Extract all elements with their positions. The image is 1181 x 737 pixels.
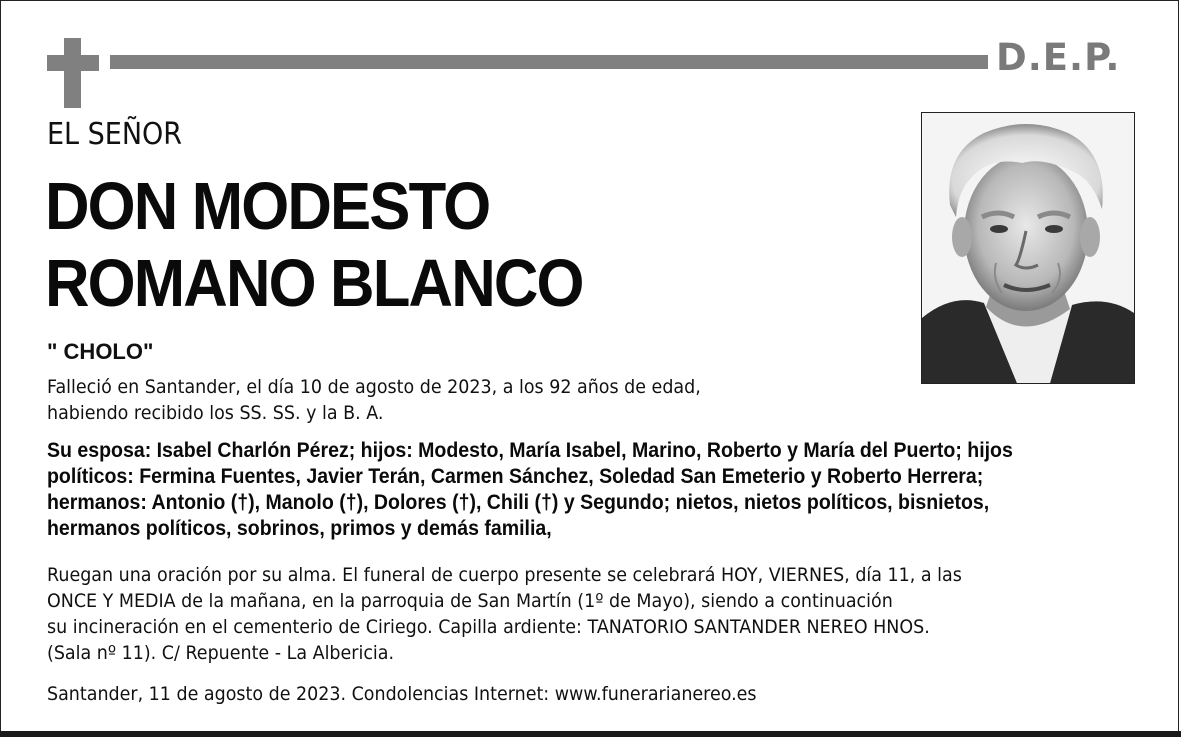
funeral-paragraph [47, 562, 962, 666]
dep-label: D.E.P. [996, 36, 1121, 79]
deceased-name [45, 168, 583, 322]
header-rule [110, 55, 988, 69]
portrait-photo [921, 112, 1135, 384]
family-paragraph [47, 438, 1013, 542]
death-paragraph [47, 374, 701, 426]
name-line-2: ROMANO BLANCO [45, 246, 583, 321]
name-line-1: DON MODESTO [45, 169, 490, 244]
cross-icon [47, 38, 99, 108]
family-line: Su esposa: Isabel Charlón Pérez; hijos: Modesto, María Isabel, Marino, Roberto y María del Puerto; hijos [47, 439, 1013, 462]
funeral-line: Ruegan una oración por su alma. El funeral de cuerpo presente se celebrará HOY, VIERNES, día 11, a las [47, 564, 962, 586]
family-line: políticos: Fermina Fuentes, Javier Terán, Carmen Sánchez, Soledad San Emeterio y Roberto Herrera; [47, 465, 984, 488]
funeral-line: (Sala nº 11). C/ Repuente - La Albericia. [47, 642, 395, 664]
family-line: hermanos: Antonio (†), Manolo (†), Dolores (†), Chili (†) y Segundo; nietos, nietos políticos, bisnietos, [47, 491, 990, 514]
funeral-line: su incineración en el cementerio de Ciriego. Capilla ardiente: TANATORIO SANTANDER NEREO HNOS. [47, 616, 930, 638]
funeral-line: ONCE Y MEDIA de la mañana, en la parroquia de San Martín (1º de Mayo), siendo a continuación [47, 590, 893, 612]
title-prefix: EL SEÑOR [47, 117, 183, 152]
death-line: habiendo recibido los SS. SS. y la B. A. [47, 402, 384, 424]
death-line: Falleció en Santander, el día 10 de agosto de 2023, a los 92 años de edad, [47, 376, 701, 398]
bottom-bar [0, 731, 1181, 737]
family-line: hermanos políticos, sobrinos, primos y demás familia, [47, 517, 552, 540]
footer-line: Santander, 11 de agosto de 2023. Condolencias Internet: www.funerarianereo.es [47, 683, 757, 705]
nickname: " CHOLO" [47, 339, 154, 364]
